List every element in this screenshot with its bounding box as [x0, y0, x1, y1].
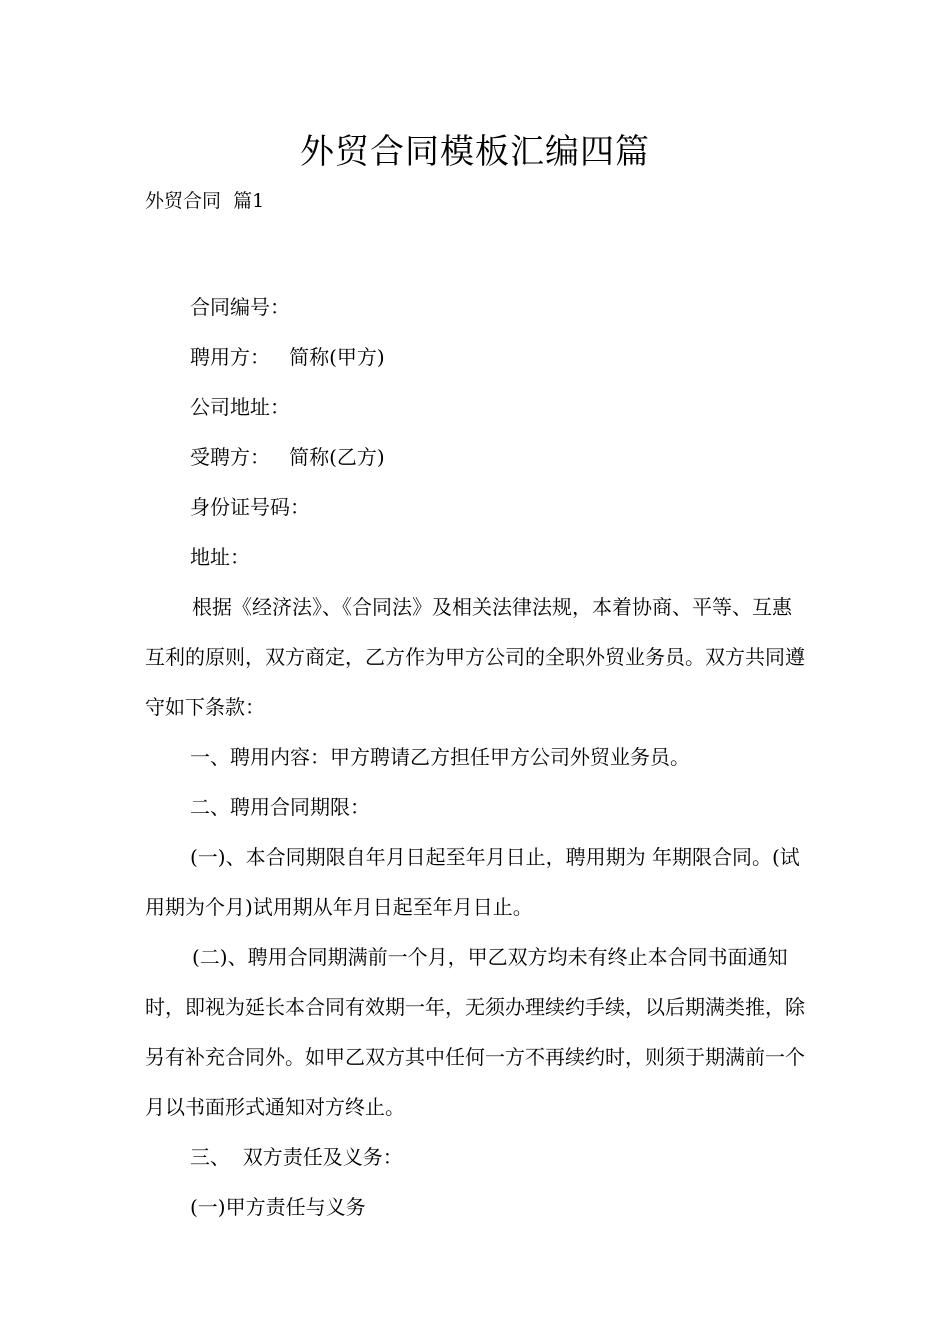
clause-2-item-1: (一)、本合同期限自年月日起至年月日止，聘用期为 年期限合同。(试用期为个月)试用期从年月日起至年月日止。 [145, 845, 800, 919]
section-heading: 外贸合同 篇1 [145, 190, 265, 212]
clause-1: 一、聘用内容：甲方聘请乙方担任甲方公司外贸业务员。 [190, 745, 690, 769]
address-line: 地址： [190, 545, 250, 569]
clause-2-heading: 二、聘用合同期限： [190, 795, 370, 819]
clause-2-item-2: (二)、聘用合同期满前一个月，甲乙双方均未有终止本合同书面通知时，即视为延长本合同有效期一年，无须办理续约手续，以后期满类推，除另有补充合同外。如甲乙双方其中任何一方不再续约时，则须于期满前一个月以书面形式通知对方终止。 [145, 945, 805, 1119]
company-address-line: 公司地址： [190, 395, 290, 419]
clause-3-item-1: (一)甲方责任与义务 [190, 1195, 366, 1219]
employee-line: 受聘方： 简称(乙方) [190, 445, 385, 469]
document-body [145, 282, 805, 1232]
employer-line: 聘用方： 简称(甲方) [190, 345, 385, 369]
document-title: 外贸合同模板汇编四篇 [300, 132, 650, 172]
id-number-line: 身份证号码： [190, 495, 310, 519]
preamble-paragraph: 根据《经济法》、《合同法》及相关法律法规，本着协商、平等、互惠互利的原则，双方商定，乙方作为甲方公司的全职外贸业务员。双方共同遵守如下条款： [145, 595, 805, 719]
clause-3-heading: 三、 双方责任及义务： [190, 1145, 403, 1169]
contract-number-line: 合同编号： [190, 295, 290, 319]
